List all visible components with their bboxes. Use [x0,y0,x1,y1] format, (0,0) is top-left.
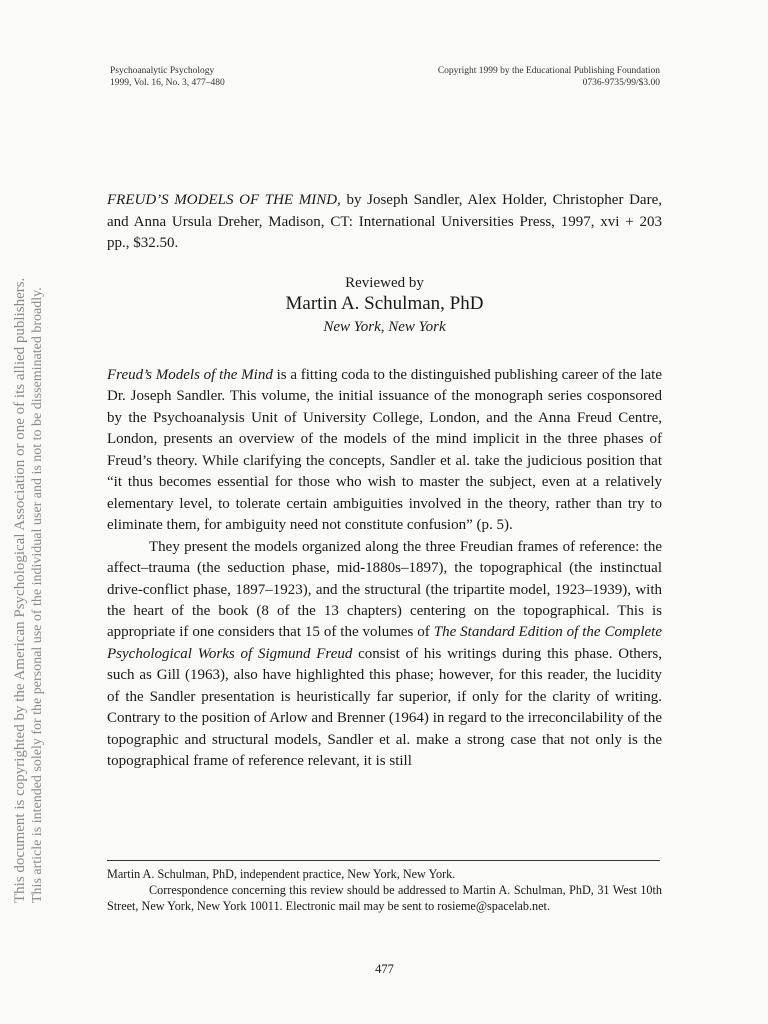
citation-details: by Joseph Sandler, Alex Holder, Christopher Dare, and Anna Ursula Dreher, Madison, CT: International Universities Press, 1997, xvi + 203 pp., $32.50. [107,192,662,251]
book-title-inline: Freud’s Models of the Mind [107,367,273,383]
book-title: FREUD’S MODELS OF THE MIND, [107,192,341,208]
journal-header [110,65,225,89]
watermark-line-2: This article is intended solely for the personal use of the individual user and is not to be disseminated broadly. [30,287,45,903]
paragraph-2-text-b: consist of his writings during this phase. Others, such as Gill (1963), also have highlighted this phase; however, for this reader, the lucidity of the Sandler presentation is heuristically far superior, if only for the clarity of writing. Contrary to the position of Arlow and Brenner (1964) in regard to the irreconcilability of the topographic and structural models, Sandler et al. make a strong case that not only is the topographical frame of reference relevant, it is still [107,645,662,770]
page-number: 477 [375,962,394,976]
footnote-divider [107,860,660,861]
paragraph-1 [107,365,662,537]
reviewer-location: New York, New York [323,319,446,335]
watermark-line-1: This document is copyrighted by the American Psychological Association or one of its allied publishers. [12,277,28,903]
copyright-header [438,65,660,89]
copyright-watermark [0,240,60,903]
review-body [107,365,662,773]
book-citation [107,190,662,255]
footnote-correspondence: Correspondence concerning this review should be addressed to Martin A. Schulman, PhD, 31 West 10th Street, New York, New York 10011. Electronic mail may be sent to rosieme@spacelab.net. [107,883,662,913]
reviewer-name: Martin A. Schulman, PhD [285,293,484,314]
issn-price: 0736-9735/99/$3.00 [582,78,660,88]
journal-name: Psychoanalytic Psychology [110,66,215,76]
paragraph-2 [107,537,662,773]
paragraph-2-text-a: They present the models organized along the three Freudian frames of reference: the affect–trauma (the seduction phase, mid-1880s–1897), the topographical (the instinctual drive-conflict phase, 1897–1923), and the structural (the tripartite model, 1923–1939), with the heart of the book (8 of the 13 chapters) centering on the topographical. This is appropriate if one considers that 15 of the volumes of [107,538,662,641]
journal-volume: 1999, Vol. 16, No. 3, 477–480 [110,78,225,88]
standard-edition-title: The Standard Edition of the Complete Psychological Works of Sigmund Freud [107,624,662,662]
footnote-affiliation: Martin A. Schulman, PhD, independent practice, New York, New York. [107,867,456,881]
copyright-notice: Copyright 1999 by the Educational Publishing Foundation [437,66,660,76]
reviewed-by-label: Reviewed by [345,275,424,291]
author-footnote [107,866,662,914]
paragraph-1-text: is a fitting coda to the distinguished publishing career of the late Dr. Joseph Sandler. This volume, the initial issuance of the monograph series cosponsored by the Psychoanalysis Unit of University College, London, and the Anna Freud Centre, London, presents an overview of the models of the mind implicit in the three phases of Freud’s theory. While clarifying the concepts, Sandler et al. take the judicious position that “it thus becomes essential for those who wish to master the subject, even at a relatively elementary level, to tolerate certain ambiguities involved in the theory, rather than try to eliminate them, for ambiguity need not constitute confusion” (p. 5). [107,367,662,534]
